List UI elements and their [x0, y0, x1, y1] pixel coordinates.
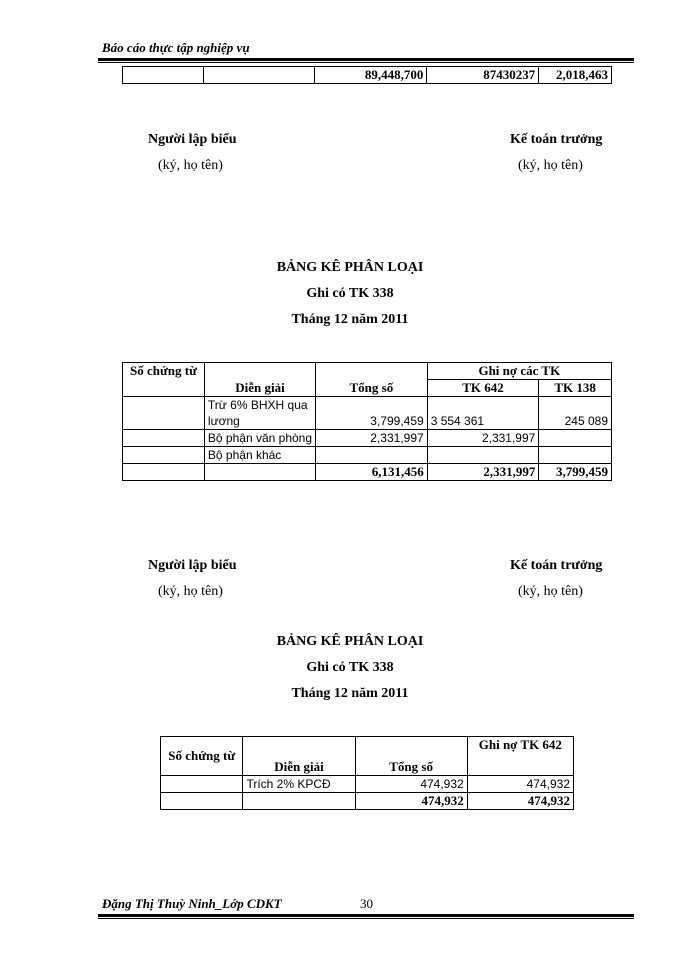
table-cell: 2,018,463 [539, 67, 612, 84]
table-cell: Trích 2% KPCĐ [243, 776, 355, 793]
header-rule [98, 58, 634, 61]
table-cell: Bộ phận khác [204, 447, 315, 464]
section1-title: BẢNG KÊ PHÂN LOẠI [276, 260, 424, 275]
table-cell [123, 430, 205, 447]
table-cell: Bộ phận văn phòng [204, 430, 315, 447]
header-so-chung-tu: Số chứng từ [161, 737, 243, 776]
table-row [123, 447, 612, 464]
signature-right-sub: (ký, họ tên) [518, 158, 583, 173]
table-row [123, 397, 612, 430]
top-table [122, 66, 612, 84]
total-tk138: 3,799,459 [539, 464, 612, 481]
total-tong-so: 6,131,456 [316, 464, 428, 481]
section1-subtitle: Ghi có TK 338 [306, 286, 394, 301]
table-cell: 2,331,997 [427, 430, 539, 447]
section2-table [160, 736, 574, 810]
header-ghi-no: Ghi nợ các TK [427, 363, 611, 380]
footer-author: Đặng Thị Thuỳ Ninh_Lớp CDKT [102, 896, 282, 911]
signature-left-title: Người lập biểu [148, 132, 237, 147]
section1-month: Tháng 12 năm 2011 [291, 312, 409, 327]
header-tong-so: Tổng số [316, 363, 428, 397]
table-cell: 474,932 [355, 776, 467, 793]
header-so-chung-tu: Số chứng từ [123, 363, 205, 397]
header-dien-giai: Diễn giải [204, 363, 315, 397]
table-cell [204, 67, 315, 84]
table-cell [316, 447, 428, 464]
table-cell [123, 464, 205, 481]
signature-left-sub: (ký, họ tên) [158, 584, 223, 599]
table-cell: 2,331,997 [316, 430, 428, 447]
table-cell [123, 447, 205, 464]
table-cell: 87430237 [427, 67, 539, 84]
header-tong-so: Tổng số [355, 737, 467, 776]
table-cell: 474,932 [467, 776, 573, 793]
table-cell: 3 554 361 [427, 397, 539, 430]
signature-left-title: Người lập biểu [148, 558, 237, 573]
table-cell [243, 793, 355, 810]
header-tk642: TK 642 [427, 380, 539, 397]
header-text: Báo cáo thực tập nghiệp vụ [102, 40, 250, 55]
total-tk642: 2,331,997 [427, 464, 539, 481]
table-total-row [123, 464, 612, 481]
table-cell [123, 67, 204, 84]
footer-rule-thin [98, 918, 634, 919]
total-tong-so: 474,932 [355, 793, 467, 810]
table-cell [539, 447, 612, 464]
section2-month: Tháng 12 năm 2011 [291, 686, 409, 701]
header-tk138: TK 138 [539, 380, 612, 397]
signature-right-sub: (ký, họ tên) [518, 584, 583, 599]
total-tk642: 474,932 [467, 793, 573, 810]
table-cell [161, 776, 243, 793]
table-header-row [161, 737, 574, 776]
signature-left-sub: (ký, họ tên) [158, 158, 223, 173]
table-row [161, 776, 574, 793]
header-dien-giai: Diễn giải [243, 737, 355, 776]
header-rule-thin [98, 62, 634, 63]
page-number: 30 [360, 896, 373, 911]
table-cell [427, 447, 539, 464]
table-cell [204, 464, 315, 481]
table-cell [539, 430, 612, 447]
table-cell [161, 793, 243, 810]
table-cell: 3,799,459 [316, 397, 428, 430]
table-row [123, 67, 612, 84]
section2-subtitle: Ghi có TK 338 [306, 660, 394, 675]
signature-right-title: Kế toán trưởng [510, 132, 603, 147]
table-cell [123, 397, 205, 430]
table-header-row [123, 363, 612, 380]
table-cell: Trừ 6% BHXH qua lương [204, 397, 315, 430]
table-cell: 89,448,700 [315, 67, 427, 84]
table-row [123, 430, 612, 447]
section2-title: BẢNG KÊ PHÂN LOẠI [276, 634, 424, 649]
header-ghi-no-tk642: Ghi nợ TK 642 [467, 737, 573, 776]
section1-table [122, 362, 612, 481]
table-cell: 245 089 [539, 397, 612, 430]
footer-rule [98, 914, 634, 917]
table-total-row [161, 793, 574, 810]
signature-right-title: Kế toán trưởng [510, 558, 603, 573]
